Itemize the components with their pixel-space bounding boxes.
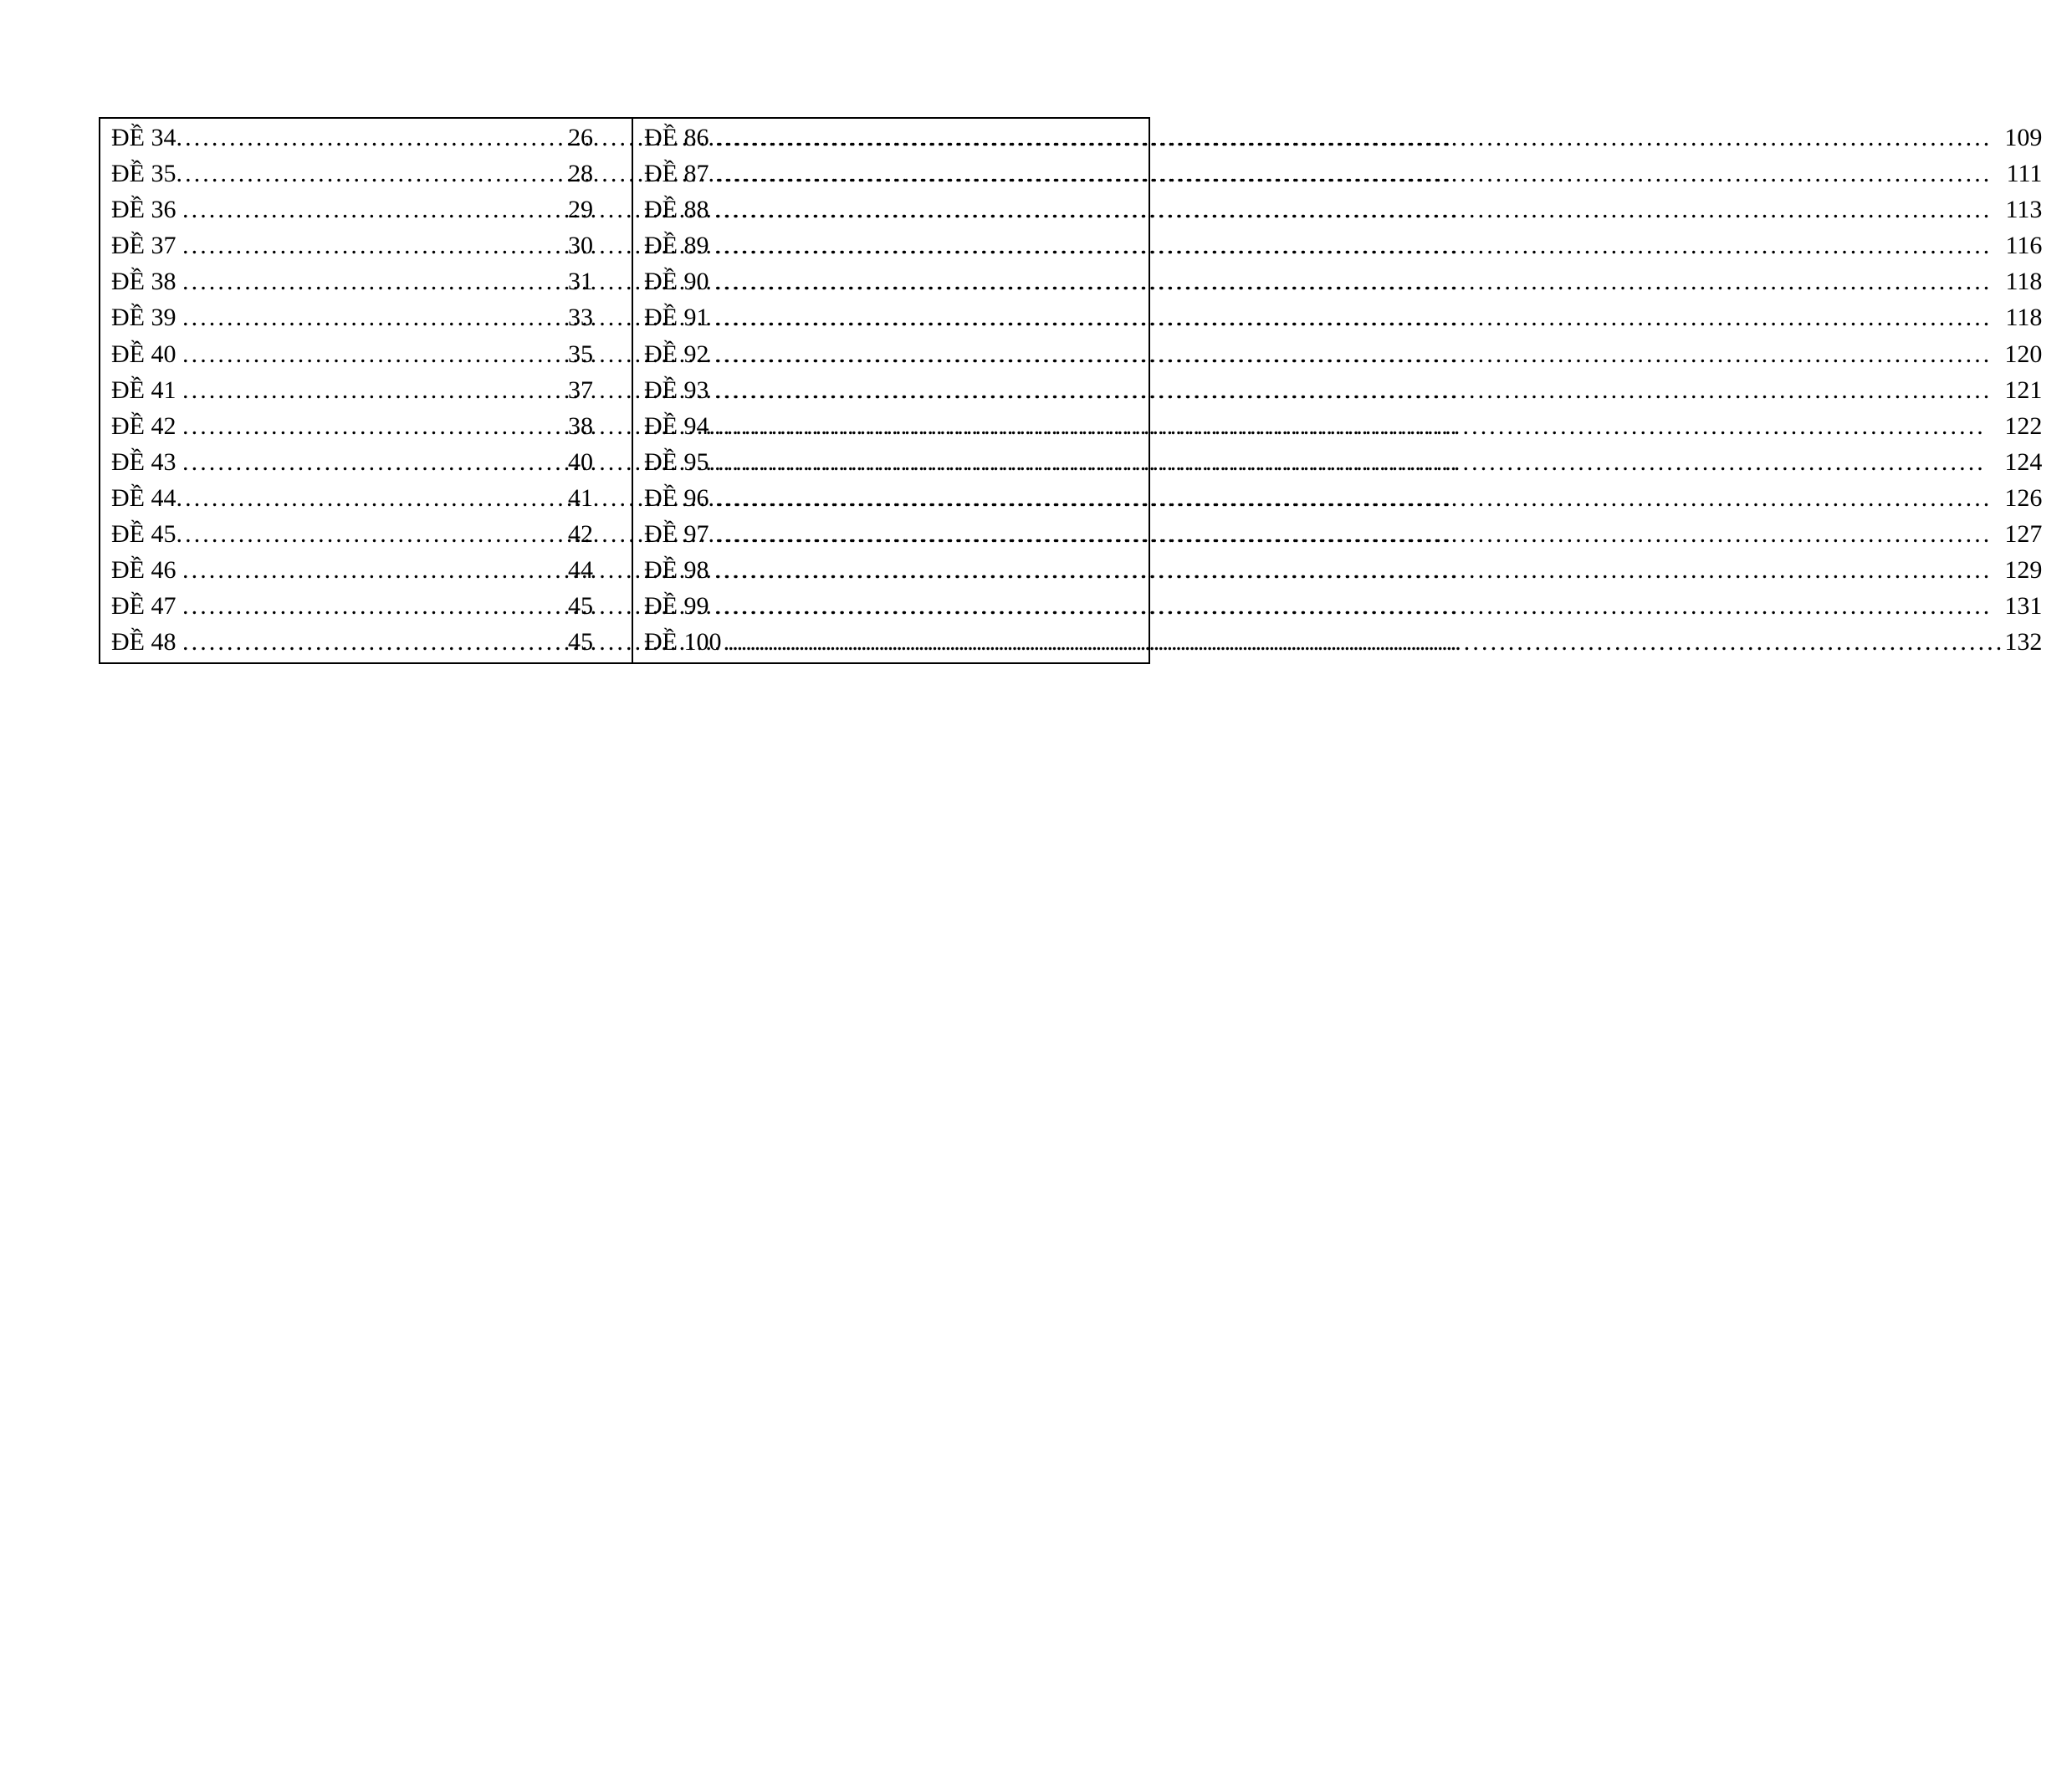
toc-entry-label: ĐỀ 37	[111, 232, 182, 260]
dot-leader-fill	[715, 376, 1992, 404]
dot-leader-fill	[715, 340, 1992, 368]
toc-entry-page-number: 116	[2005, 232, 2043, 260]
toc-entry-page-number: 132	[2004, 628, 2043, 657]
toc-entry[interactable]	[111, 624, 593, 660]
dot-leader-fill	[715, 196, 1992, 223]
dot-leader	[182, 408, 568, 444]
toc-entry-page-number: 113	[2005, 196, 2043, 224]
toc-entry-page-number: 129	[2004, 556, 2043, 585]
dot-leader	[715, 263, 2006, 299]
toc-entry-page-number: 118	[2005, 304, 2043, 332]
toc-entry-label: ĐỀ 35	[111, 160, 177, 188]
toc-entry[interactable]	[111, 480, 593, 516]
toc-entry-label: ĐỀ 48	[111, 628, 182, 657]
toc-entry[interactable]	[644, 480, 2042, 516]
dot-leader	[182, 624, 568, 660]
toc-entry[interactable]	[111, 263, 593, 299]
dot-leader	[715, 120, 2004, 156]
toc-entry-label: ĐỀ 96	[644, 483, 715, 512]
dot-leader	[182, 372, 568, 408]
dot-leader	[177, 120, 569, 156]
toc-entry-label: ĐỀ 94	[644, 411, 709, 440]
dot-leader-fill	[728, 628, 2004, 656]
dot-leader	[728, 624, 2004, 660]
toc-entry[interactable]	[111, 444, 593, 480]
toc-entry[interactable]	[111, 120, 593, 156]
toc-entry-page-number: 30	[568, 232, 593, 260]
toc-entry-page-number: 127	[2004, 520, 2043, 549]
toc-entry[interactable]	[644, 120, 2042, 156]
dot-leader	[715, 336, 2004, 372]
toc-entry-label: ĐỀ 90	[644, 268, 715, 296]
toc-entry[interactable]	[111, 227, 593, 263]
dot-leader-fill	[715, 592, 1992, 620]
dot-leader	[182, 336, 568, 372]
dot-leader	[709, 444, 2005, 480]
dot-leader	[715, 227, 2006, 263]
toc-entry-page-number: 126	[2004, 483, 2043, 512]
toc-entry-page-number: 131	[2004, 592, 2043, 621]
dot-leader	[715, 480, 2004, 516]
toc-entry[interactable]	[111, 372, 593, 408]
toc-entry-label: ĐỀ 92	[644, 340, 715, 368]
toc-entry-label: ĐỀ 100	[644, 628, 728, 657]
toc-entry-label: ĐỀ 42	[111, 411, 182, 440]
toc-entry-label: ĐỀ 91	[644, 304, 715, 332]
dot-leader-fill	[715, 268, 1992, 295]
dot-leader-fill	[715, 484, 1992, 512]
toc-entry-page-number: 42	[568, 520, 593, 549]
toc-entry-label: ĐỀ 46	[111, 556, 182, 585]
toc-entry[interactable]	[644, 336, 2042, 372]
dot-leader	[715, 299, 2006, 335]
toc-entry[interactable]	[111, 336, 593, 372]
toc-column-right	[633, 119, 2072, 662]
dot-leader-fill	[709, 412, 1986, 440]
toc-entry-label: ĐỀ 41	[111, 376, 182, 404]
toc-entry-label: ĐỀ 97	[644, 520, 715, 549]
toc-entry-page-number: 33	[568, 304, 593, 332]
toc-entry-page-number: 45	[568, 592, 593, 621]
dot-leader	[715, 588, 2004, 624]
toc-entry-label: ĐỀ 36	[111, 196, 182, 224]
toc-entry-label: ĐỀ 89	[644, 232, 715, 260]
toc-entry-page-number: 31	[568, 268, 593, 296]
toc-entry-page-number: 37	[568, 376, 593, 404]
toc-column-left	[100, 119, 633, 662]
dot-leader	[709, 408, 2005, 444]
toc-entry-page-number: 121	[2004, 376, 2043, 404]
toc-entry-page-number: 44	[568, 556, 593, 585]
dot-leader-fill	[715, 304, 1992, 331]
toc-entry[interactable]	[111, 192, 593, 227]
dot-leader-fill	[715, 232, 1992, 259]
toc-entry[interactable]	[644, 444, 2042, 480]
dot-leader	[177, 156, 569, 192]
dot-leader-fill	[715, 556, 1992, 584]
toc-entry-label: ĐỀ 39	[111, 304, 182, 332]
toc-entry[interactable]	[644, 624, 2042, 660]
toc-entry[interactable]	[111, 588, 593, 624]
toc-entry-page-number: 28	[568, 160, 593, 188]
toc-entry-label: ĐỀ 87	[644, 160, 715, 188]
dot-leader	[715, 372, 2004, 408]
dot-leader	[715, 552, 2004, 588]
toc-entry-label: ĐỀ 43	[111, 447, 182, 476]
toc-entry[interactable]	[644, 408, 2042, 444]
toc-entry[interactable]	[644, 372, 2042, 408]
toc-entry-label: ĐỀ 93	[644, 376, 715, 404]
toc-entry[interactable]	[111, 156, 593, 192]
toc-entry-page-number: 45	[568, 628, 593, 657]
toc-entry-page-number: 29	[568, 196, 593, 224]
dot-leader	[715, 192, 2006, 227]
toc-entry[interactable]	[111, 552, 593, 588]
toc-entry-label: ĐỀ 88	[644, 196, 715, 224]
toc-entry-label: ĐỀ 99	[644, 592, 715, 621]
dot-leader	[715, 156, 2007, 192]
toc-entry-label: ĐỀ 95	[644, 447, 709, 476]
toc-entry[interactable]	[111, 408, 593, 444]
toc-entry[interactable]	[644, 588, 2042, 624]
dot-leader	[182, 192, 568, 227]
toc-entry-page-number: 40	[568, 447, 593, 476]
toc-entry-label: ĐỀ 47	[111, 592, 182, 621]
toc-entry[interactable]	[644, 299, 2042, 335]
dot-leader	[715, 516, 2004, 552]
toc-entry-page-number: 26	[568, 124, 593, 151]
dot-leader-fill	[715, 124, 1992, 151]
dot-leader	[182, 588, 568, 624]
toc-box	[99, 117, 2043, 664]
toc-entry-page-number: 122	[2004, 411, 2043, 440]
toc-entry-page-number: 35	[568, 340, 593, 368]
toc-entry[interactable]	[644, 227, 2042, 263]
dot-leader	[182, 263, 568, 299]
toc-entry-label: ĐỀ 86	[644, 124, 715, 151]
dot-leader-fill	[715, 520, 1992, 548]
toc-entry-label: ĐỀ 44	[111, 483, 177, 512]
toc-entry[interactable]	[644, 156, 2042, 192]
dot-leader	[177, 516, 569, 552]
toc-entry[interactable]	[644, 552, 2042, 588]
toc-entry-page-number: 41	[568, 483, 593, 512]
dot-leader-fill	[715, 160, 1992, 187]
dot-leader	[182, 444, 568, 480]
toc-entry-label: ĐỀ 38	[111, 268, 182, 296]
toc-entry-page-number: 120	[2004, 340, 2043, 368]
toc-entry-label: ĐỀ 45	[111, 520, 177, 549]
toc-entry-page-number: 38	[568, 411, 593, 440]
toc-entry-page-number: 109	[2004, 124, 2043, 151]
dot-leader	[182, 227, 568, 263]
toc-entry-label: ĐỀ 98	[644, 556, 715, 585]
toc-entry[interactable]	[644, 263, 2042, 299]
toc-entry-label: ĐỀ 40	[111, 340, 182, 368]
dot-leader	[182, 552, 568, 588]
dot-leader	[182, 299, 568, 335]
toc-entry[interactable]	[644, 516, 2042, 552]
dot-leader	[177, 480, 569, 516]
toc-entry[interactable]	[111, 299, 593, 335]
toc-entry-page-number: 111	[2006, 160, 2043, 188]
dot-leader-fill	[709, 448, 1986, 476]
toc-entry-label: ĐỀ 34	[111, 124, 177, 151]
toc-entry[interactable]	[644, 192, 2042, 227]
toc-entry-page-number: 124	[2004, 447, 2043, 476]
toc-entry-page-number: 118	[2005, 268, 2043, 296]
toc-entry[interactable]	[111, 516, 593, 552]
